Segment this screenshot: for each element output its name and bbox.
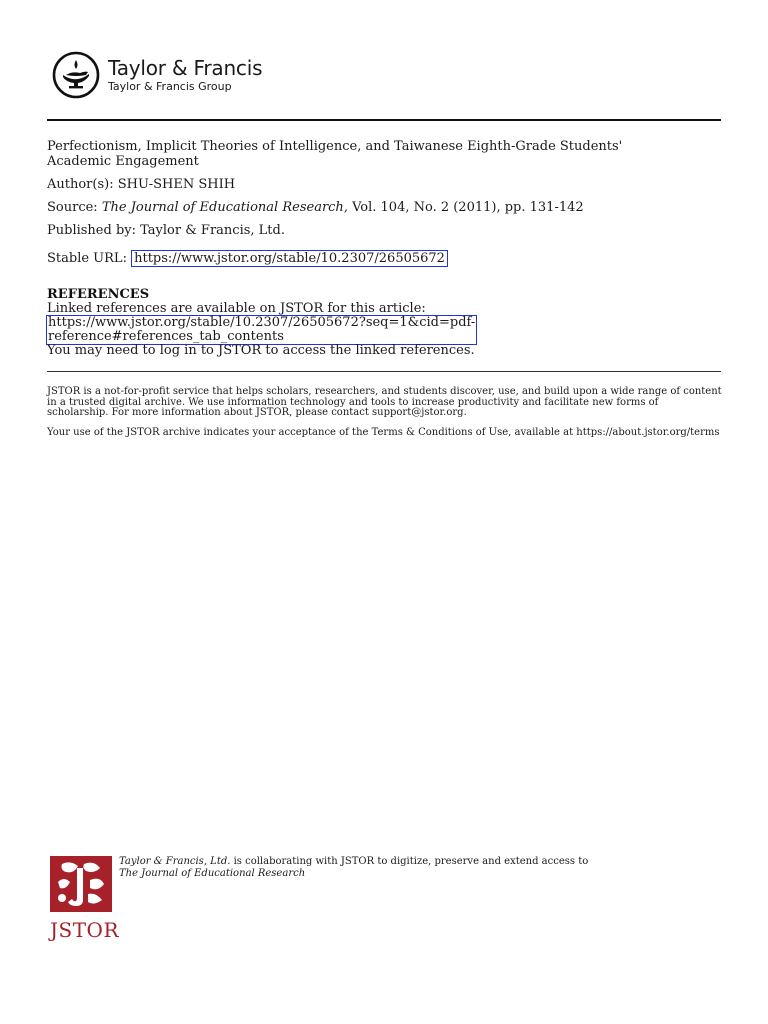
references-link-line[interactable]: https://www.jstor.org/stable/10.2307/26505672?seq=1&cid=pdf-	[48, 315, 476, 330]
collab-journal: The Journal of Educational Research	[119, 867, 306, 879]
collab-text: is collaborating with JSTOR to digitize, preserve and extend access to	[230, 856, 589, 867]
authors-label: Author(s):	[47, 177, 114, 192]
jstor-logo	[50, 856, 120, 942]
published-line	[47, 223, 285, 238]
stable-url-link[interactable]: https://www.jstor.org/stable/10.2307/26505672	[131, 250, 448, 267]
stable-url-label: Stable URL:	[47, 251, 127, 266]
authors-line	[47, 177, 235, 192]
jstor-notice: JSTOR is a not-for-profit service that helps scholars, researchers, and students discover, use, and build upon a wide range of content in a trusted digital archive. We use information technology and tools to increase productivity and facilitate new forms of scholarship. For more information about JSTOR, please contact support@jstor.org.	[47, 386, 722, 418]
references-login-note: You may need to log in to JSTOR to access the linked references.	[47, 343, 475, 358]
collab-publisher: Taylor & Francis, Ltd.	[119, 856, 231, 867]
collaboration-note	[119, 856, 588, 879]
publisher-name: Taylor & Francis	[108, 56, 263, 80]
publisher-group: Taylor & Francis Group	[108, 80, 232, 93]
references-link-line[interactable]: reference#references_tab_contents	[48, 329, 284, 344]
header-divider	[47, 119, 721, 121]
journal-name: The Journal of Educational Research	[101, 200, 344, 215]
notice-divider	[47, 371, 721, 372]
source-details: , Vol. 104, No. 2 (2011), pp. 131-142	[343, 200, 584, 215]
published-label: Published by:	[47, 223, 136, 238]
references-link[interactable]	[46, 315, 477, 345]
source-label: Source:	[47, 200, 98, 215]
publisher-logo	[52, 51, 262, 99]
article-title-line: Perfectionism, Implicit Theories of Intelligence, and Taiwanese Eighth-Grade Students'	[47, 139, 623, 154]
references-heading: REFERENCES	[47, 287, 150, 302]
jstor-seal-icon	[50, 856, 112, 912]
terms-notice: Your use of the JSTOR archive indicates your acceptance of the Terms & Conditions of Use, available at https://about.jstor.org/terms	[47, 427, 720, 438]
jstor-wordmark: JSTOR	[50, 918, 120, 942]
authors-value: SHU-SHEN SHIH	[117, 177, 236, 192]
published-value: Taylor & Francis, Ltd.	[140, 223, 285, 238]
lamp-emblem-icon	[52, 51, 100, 99]
references-text: Linked references are available on JSTOR for this article:	[47, 301, 426, 316]
article-title-line: Academic Engagement	[47, 154, 199, 169]
article-title	[47, 139, 622, 169]
stable-url-line	[47, 251, 448, 266]
source-line	[47, 200, 584, 215]
